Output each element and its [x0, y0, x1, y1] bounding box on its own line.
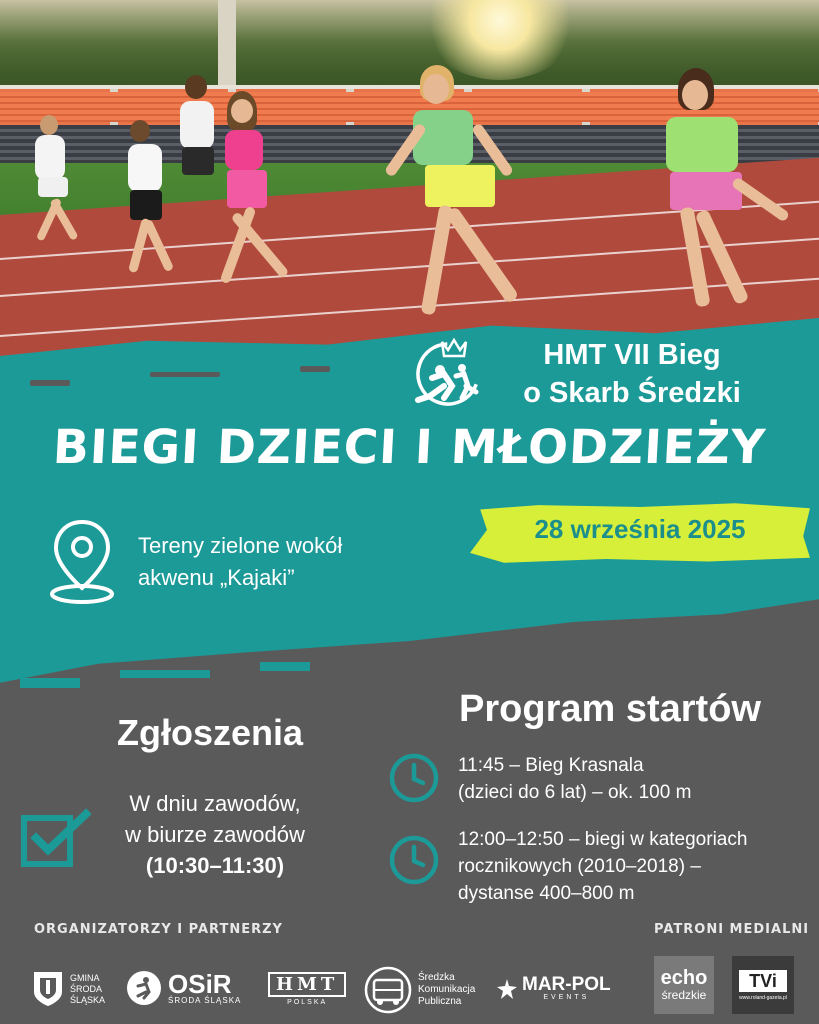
- skp-logo: [364, 966, 475, 1014]
- program-heading: Program startów: [459, 688, 761, 730]
- paint-speck: [300, 366, 330, 372]
- program-item-line: 11:45 – Bieg Krasnala: [458, 755, 644, 776]
- skp-line2: Komunikacja: [418, 984, 476, 995]
- coat-of-arms-icon: [32, 970, 64, 1008]
- light-pole: [218, 0, 236, 95]
- osir-runner-icon: [126, 970, 162, 1006]
- echo-sub: średzkie: [661, 988, 707, 1002]
- paint-speck: [30, 380, 70, 386]
- organizers-label: ORGANIZATORZY I PARTNERZY: [34, 922, 283, 937]
- program-item-line: 12:00–12:50 – biegi w kategoriach: [458, 829, 748, 850]
- media-label: PATRONI MEDIALNI: [654, 922, 810, 937]
- paint-speck: [120, 670, 210, 678]
- event-location: [138, 530, 342, 594]
- registration-line2: w biurze zawodów: [125, 822, 305, 847]
- tvi-sub: www.roland-gazeta.pl: [739, 994, 787, 1001]
- marpol-name: MAR-POL: [522, 974, 611, 995]
- paint-speck: [260, 662, 310, 671]
- location-line2: akwenu „Kajaki”: [138, 565, 295, 590]
- osir-name: OSiR: [168, 968, 232, 999]
- star-runner-icon: [496, 978, 518, 1000]
- program-item-line: dystanse 400–800 m: [458, 883, 635, 904]
- gmina-line3: ŚLĄSKA: [70, 994, 106, 1005]
- skp-line3: Publiczna: [418, 996, 462, 1007]
- registration-info: [90, 788, 340, 881]
- clock-icon: [388, 752, 440, 804]
- hmt-name: HMT: [268, 972, 346, 997]
- osir-logo: [126, 970, 241, 1006]
- location-pin-icon: [46, 516, 118, 606]
- event-title-line2: o Skarb Średzki: [523, 377, 741, 409]
- echo-name: echo: [660, 967, 708, 989]
- echo-logo: [654, 956, 714, 1014]
- gmina-line1: GMINA: [70, 972, 100, 983]
- registration-hours: (10:30–11:30): [145, 853, 285, 878]
- marpol-logo: [496, 976, 611, 1001]
- event-date: 28 września 2025: [534, 514, 746, 544]
- registration-heading: Zgłoszenia: [116, 712, 304, 753]
- skp-line1: Średzka: [418, 972, 455, 983]
- program-item: [458, 752, 808, 806]
- gmina-line2: ŚRODA: [70, 983, 103, 994]
- clock-icon: [388, 834, 440, 886]
- program-item-line: (dzieci do 6 lat) – ok. 100 m: [458, 782, 692, 803]
- main-title: BIEGI DZIECI I MŁODZIEŻY: [51, 420, 768, 475]
- bus-icon: [364, 966, 414, 1014]
- tvi-logo: [732, 956, 794, 1014]
- program-item: [458, 826, 808, 907]
- paint-speck: [20, 678, 80, 688]
- program-item-line: rocznikowych (2010–2018) –: [458, 856, 701, 877]
- registration-line1: W dniu zawodów,: [129, 791, 301, 816]
- hero-photo: [0, 0, 819, 380]
- hmt-sub: POLSKA: [287, 999, 328, 1006]
- runner-crown-logo-icon: [404, 336, 494, 414]
- checkbox-icon: [20, 808, 92, 868]
- tvi-name: TVi: [739, 970, 787, 992]
- event-title: [498, 336, 766, 412]
- location-line1: Tereny zielone wokół: [138, 533, 343, 558]
- osir-sub: ŚRODA ŚLĄSKA: [168, 995, 242, 1005]
- paint-speck: [150, 372, 220, 377]
- marpol-sub: EVENTS: [543, 994, 590, 1001]
- hmt-logo: [268, 972, 346, 1006]
- gmina-logo: [32, 970, 105, 1008]
- event-title-line1: HMT VII Bieg: [543, 339, 721, 371]
